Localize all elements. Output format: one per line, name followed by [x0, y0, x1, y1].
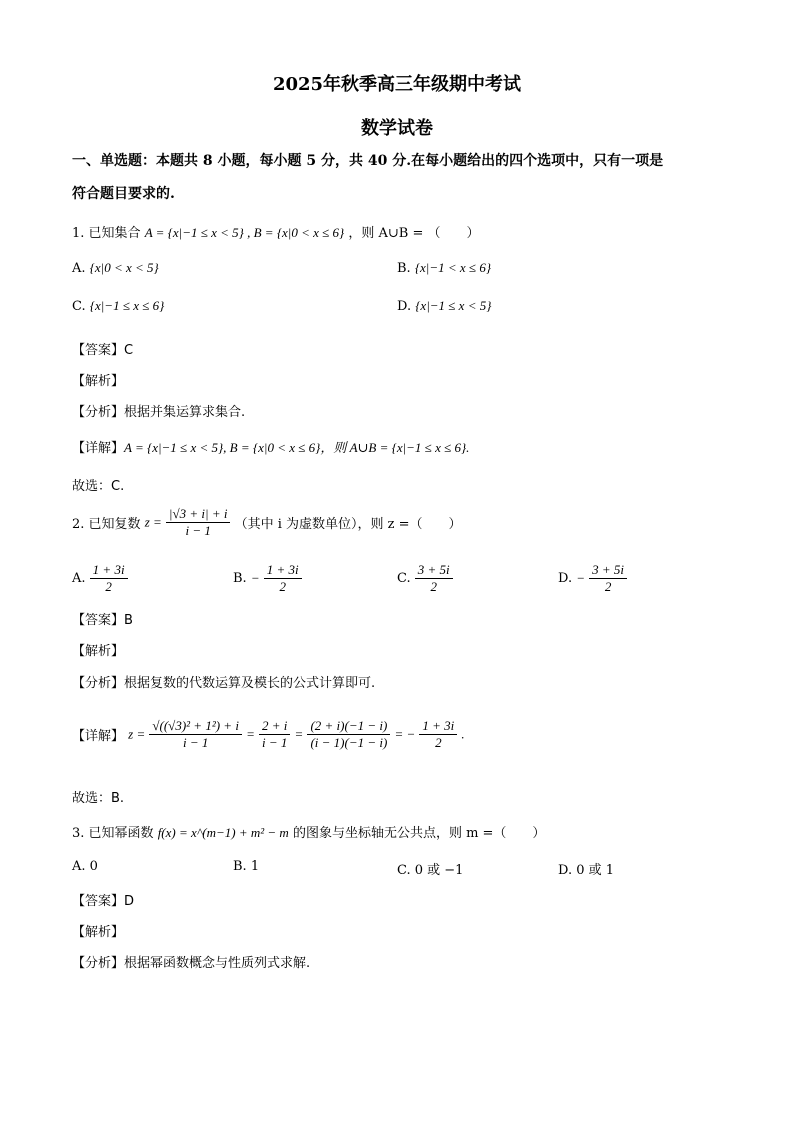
q1-option-a-text: {x|0 < x < 5} [89, 260, 159, 275]
analysis-label: 【分析】 [72, 956, 125, 971]
q2-option-b-den: 2 [279, 579, 286, 594]
analysis-label: 【分析】 [72, 676, 125, 691]
q3-option-a: A. 0 [72, 859, 98, 874]
q2-option-a-num: 1 + 3i [90, 562, 128, 579]
q2-option-b [233, 562, 302, 595]
q2-option-b-fraction [264, 562, 302, 595]
q2-detail-frac-2-num: 2 + i [259, 718, 290, 735]
q1-option-d-label: D. [397, 299, 412, 314]
q2-option-c-num: 3 + 5i [415, 562, 453, 579]
q2-analysis [72, 672, 375, 691]
q1-answer-value: C [124, 343, 134, 358]
q3-analysis-text: 根据幂函数概念与性质列式求解. [124, 956, 311, 971]
q2-analysis-head: 【解析】 [72, 644, 125, 659]
q2-detail-frac-3-den: (i − 1)(−1 − i) [310, 735, 388, 750]
question-2-z: z = [144, 514, 162, 530]
q3-answer-value: D [124, 894, 135, 909]
q1-option-d-text: {x|−1 ≤ x < 5} [415, 298, 492, 313]
q2-option-a-fraction [90, 562, 128, 595]
q2-detail-z: z = [128, 726, 146, 742]
question-2-prefix: 2. 已知复数 [72, 517, 141, 532]
answer-label: 【答案】 [72, 613, 125, 628]
q2-option-d-label: D. [558, 571, 573, 586]
detail-label: 【详解】 [72, 441, 125, 456]
q1-answer [72, 339, 133, 358]
q2-option-a [72, 562, 128, 595]
q2-option-d [558, 562, 627, 595]
question-3-suffix: 的图象与坐标轴无公共点，则 m =（ ） [292, 826, 546, 841]
q2-detail-eq-3: = − [394, 726, 416, 742]
q2-detail-frac-2-den: i − 1 [262, 735, 288, 750]
question-1-formula: A = {x|−1 ≤ x < 5} , B = {x|0 < x ≤ 6} [144, 225, 345, 240]
question-2-suffix: （其中 i 为虚数单位），则 z =（ ） [234, 517, 462, 532]
question-2 [72, 506, 462, 539]
question-2-numerator: |√3 + i| + i [166, 506, 231, 523]
q2-option-a-label: A. [72, 571, 86, 586]
answer-label: 【答案】 [72, 343, 125, 358]
q1-analysis-text: 根据并集运算求集合. [124, 405, 246, 420]
q2-detail-frac-3 [307, 718, 390, 751]
question-1-suffix: ，则 A∪B = （ ） [348, 226, 480, 241]
q2-option-c [397, 562, 453, 595]
q1-analysis [72, 401, 245, 420]
q3-analysis-head: 【解析】 [72, 925, 125, 940]
q3-analysis [72, 952, 310, 971]
section-heading-line1: 一、单选题：本题共 8 小题，每小题 5 分，共 40 分.在每小题给出的四个选项中，只有一项是 [72, 153, 664, 169]
q2-detail-end: . [461, 726, 465, 742]
q1-choice: 故选：C. [72, 479, 125, 494]
page-subtitle: 数学试卷 [361, 118, 433, 139]
question-3-prefix: 3. 已知幂函数 [72, 826, 154, 841]
q2-option-d-sign: − [576, 570, 586, 586]
q2-option-a-den: 2 [105, 579, 112, 594]
q2-detail-frac-1-num: √((√3)² + 1²) + i [149, 718, 242, 735]
q1-option-c-label: C. [72, 299, 86, 314]
q1-option-c-text: {x|−1 ≤ x ≤ 6} [89, 298, 165, 313]
q2-option-d-num: 3 + 5i [589, 562, 627, 579]
question-2-fraction [166, 506, 231, 539]
q2-option-c-den: 2 [430, 579, 437, 594]
q2-option-c-fraction [415, 562, 453, 595]
q1-option-d [397, 298, 491, 314]
page-title: 2025年秋季高三年级期中考试 [272, 74, 522, 95]
question-1 [72, 222, 480, 241]
answer-label: 【答案】 [72, 894, 125, 909]
q2-detail-eq-1: = [246, 726, 255, 742]
q2-option-c-label: C. [397, 571, 411, 586]
q1-option-a [72, 260, 159, 276]
q2-answer-value: B [124, 613, 133, 628]
question-1-prefix: 1. 已知集合 [72, 226, 141, 241]
q2-option-b-sign: − [250, 570, 260, 586]
q3-answer [72, 890, 134, 909]
q3-option-d: D. 0 或 1 [558, 863, 615, 878]
q2-choice: 故选：B. [72, 791, 125, 806]
q1-detail [72, 437, 469, 456]
q2-detail-frac-1-den: i − 1 [182, 735, 209, 750]
q1-option-c [72, 298, 164, 314]
question-3-formula: f(x) = x^(m−1) + m² − m [157, 825, 289, 840]
question-2-denominator: i − 1 [185, 523, 211, 538]
q2-analysis-text: 根据复数的代数运算及模长的公式计算即可. [124, 676, 376, 691]
q2-detail-eq-2: = [294, 726, 304, 742]
q1-option-a-label: A. [72, 261, 86, 276]
q2-option-d-fraction [589, 562, 627, 595]
q1-analysis-head: 【解析】 [72, 374, 125, 389]
q2-detail-frac-4-den: 2 [435, 735, 442, 750]
q1-option-b-label: B. [397, 261, 411, 276]
q3-option-c: C. 0 或 −1 [397, 863, 464, 878]
q2-detail [72, 718, 465, 751]
q2-detail-frac-2 [259, 718, 290, 751]
q2-answer [72, 609, 133, 628]
q1-detail-text: A = {x|−1 ≤ x < 5}, B = {x|0 < x ≤ 6}，则 A∪B = {x|−1 ≤ x ≤ 6}. [124, 440, 470, 455]
q3-option-b: B. 1 [233, 859, 260, 874]
q2-option-b-num: 1 + 3i [264, 562, 302, 579]
q2-detail-frac-4 [419, 718, 457, 751]
q2-detail-frac-4-num: 1 + 3i [419, 718, 457, 735]
q1-option-b [397, 260, 491, 276]
analysis-label: 【分析】 [72, 405, 125, 420]
q2-detail-frac-1 [149, 718, 242, 751]
section-heading-line2: 符合题目要求的. [72, 186, 175, 202]
detail-label: 【详解】 [72, 729, 125, 744]
question-3 [72, 822, 545, 841]
q2-detail-frac-3-num: (2 + i)(−1 − i) [307, 718, 390, 735]
q1-option-b-text: {x|−1 < x ≤ 6} [414, 260, 492, 275]
q2-option-d-den: 2 [604, 579, 612, 594]
q2-option-b-label: B. [233, 571, 247, 586]
